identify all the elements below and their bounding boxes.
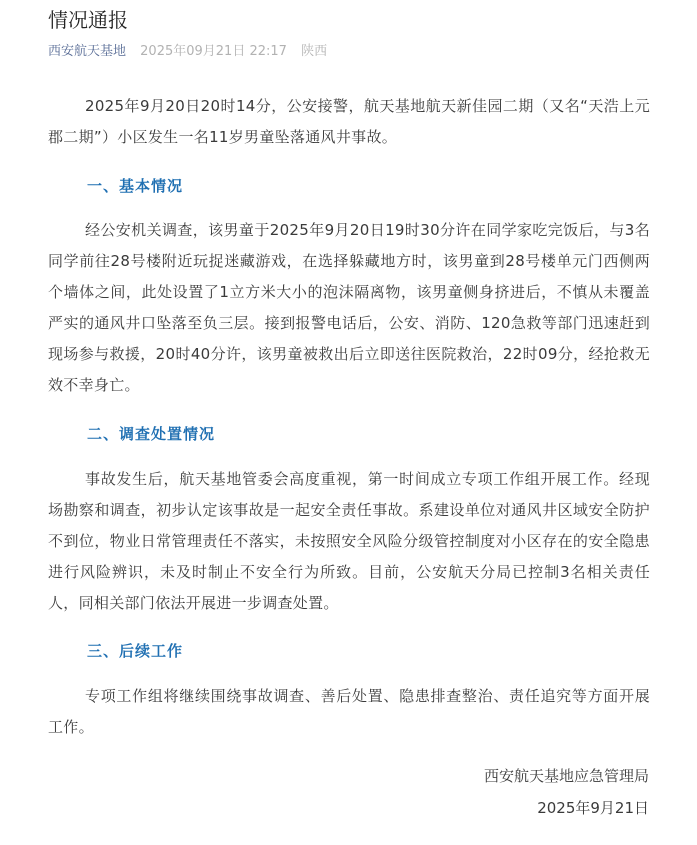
publish-location: 陕西 bbox=[301, 44, 328, 59]
intro-paragraph: 2025年9月20日20时14分，公安接警，航天基地航天新佳园二期（又名“天浩上元郡二期”）小区发生一名11岁男童坠落通风井事故。 bbox=[48, 97, 650, 146]
article-meta bbox=[48, 43, 327, 61]
section-text-basic: 经公安机关调查，该男童于2025年9月20日19时30分许在同学家吃完饭后，与3名同学前往28号楼附近玩捉迷藏游戏，在选择躲藏地方时，该男童到28号楼单元门西侧两个墙体之间，此处设置了1立方米大小的泡沫隔离物，该男童侧身挤进后，不慎从未覆盖严实的通风井口坠落至负三层。接到报警电话后，公安、消防、120急救等部门迅速赶到现场参与救援，20时40分许，该男童被救出后立即送往医院救治，22时09分，经抢救无效不幸身亡。 bbox=[48, 221, 650, 394]
publish-time: 2025年09月21日 22:17 bbox=[140, 44, 287, 59]
signature-date: 2025年9月21日 bbox=[537, 799, 649, 817]
signature-org: 西安航天基地应急管理局 bbox=[483, 767, 649, 785]
account-name-link[interactable]: 西安航天基地 bbox=[48, 44, 127, 59]
section-text-investigation: 事故发生后，航天基地管委会高度重视，第一时间成立专项工作组开展工作。经现场勘察和调查，初步认定该事故是一起安全责任事故。系建设单位对通风井区域安全防护不到位，物业日常管理责任不落实，未按照安全风险分级管控制度对小区存在的安全隐患进行风险辨识，未及时制止不安全行为所致。目前，公安航天分局已控制3名相关责任人，同相关部门依法开展进一步调查处置。 bbox=[48, 470, 650, 612]
section-heading-followup: 三、后续工作 bbox=[87, 642, 184, 660]
section-text-followup: 专项工作组将继续围绕事故调查、善后处置、隐患排查整治、责任追究等方面开展工作。 bbox=[48, 687, 650, 736]
section-heading-basic: 一、基本情况 bbox=[87, 177, 184, 195]
page-title: 情况通报 bbox=[48, 8, 128, 32]
section-heading-investigation: 二、调查处置情况 bbox=[87, 425, 216, 443]
